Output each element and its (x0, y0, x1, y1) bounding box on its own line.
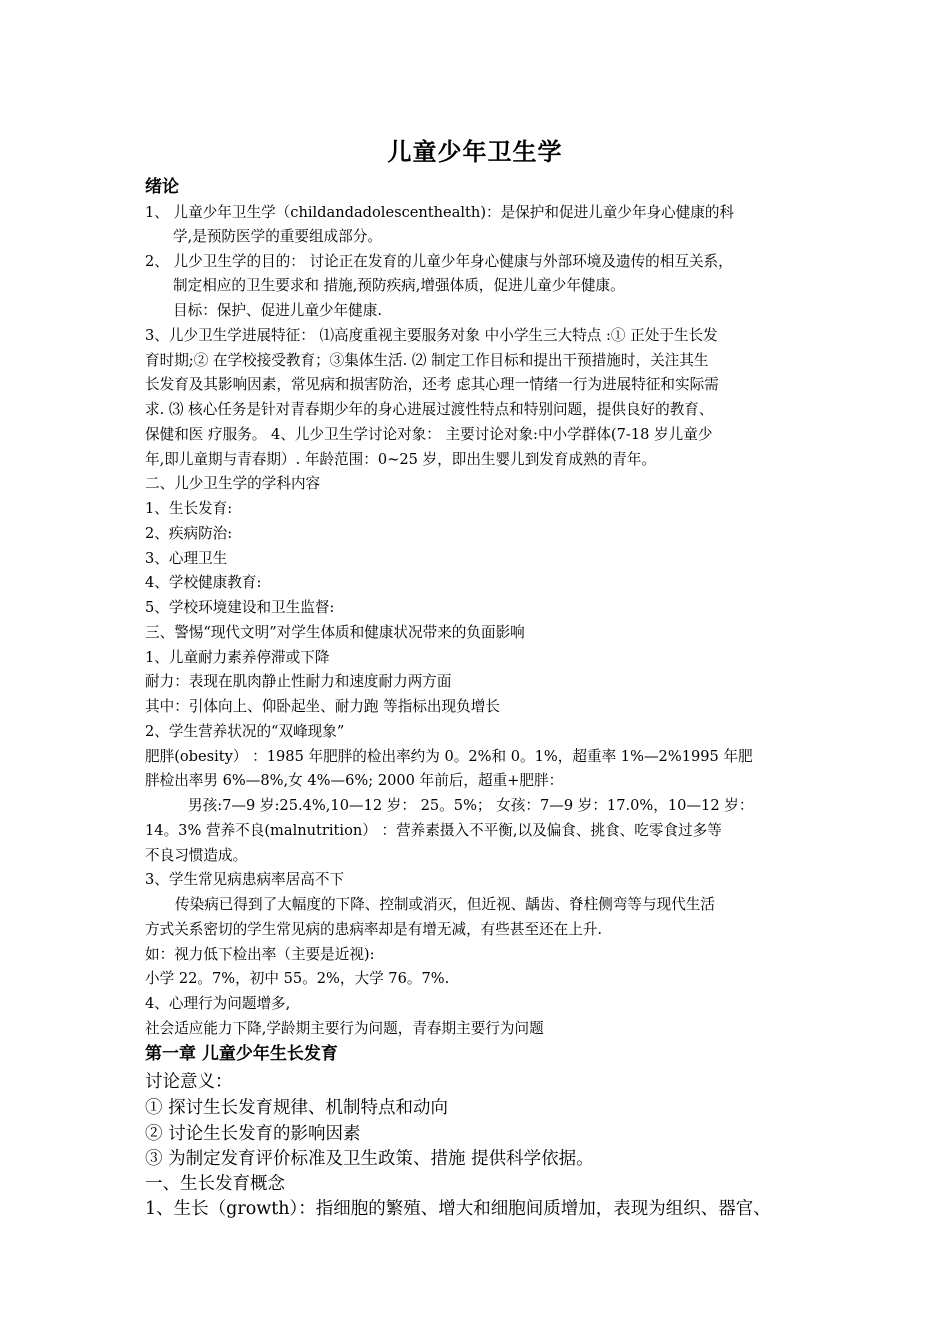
text-line: 育时期;② 在学校接受教育；③集体生活. ⑵ 制定工作目标和提出干预措施时，关注其生 (145, 352, 709, 369)
list-item: ① 探讨生长发育规律、机制特点和动向 (145, 1098, 449, 1118)
text-line: 学,是预防医学的重要组成部分。 (173, 228, 382, 245)
list-item: ② 讨论生长发育的影响因素 (145, 1124, 361, 1144)
text-line: 不良习惯造成。 (145, 847, 248, 864)
text-line: 3、学生常见病患病率居高不下 (145, 871, 345, 888)
text-line: 长发育及其影响因素，常见病和损害防治，还考 虑其心理一情绪一行为进展特征和实际需 (145, 376, 719, 393)
text-line: 目标：保护、促进儿童少年健康. (173, 302, 382, 319)
text-line: 男孩:7—9 岁:25.4%,10—12 岁： 25。5%； 女孩：7—9 岁：17.0%，10—12 岁： (188, 797, 754, 814)
section-heading: 三、警惕“现代文明”对学生体质和健康状况带来的负面影响 (145, 624, 525, 641)
heading-introduction: 绪论 (145, 177, 179, 197)
text-line: 讨论意义： (145, 1072, 233, 1092)
text-line: 保健和医 疗服务。 4、儿少卫生学讨论对象： 主要讨论对象:中小学群体(7-18 岁儿童少 (145, 426, 713, 443)
text-line: 胖检出率男 6%—8%,女 4%—6%; 2000 年前后，超重+肥胖： (145, 772, 564, 789)
list-item: 5、学校环境建设和卫生监督: (145, 599, 335, 616)
text-line: 14。3% 营养不良(malnutrition） ：营养素摄入不平衡,以及偏食、挑食、吃零食过多等 (145, 822, 722, 839)
text-line: 其中：引体向上、仰卧起坐、耐力跑 等指标出现负增长 (145, 698, 500, 715)
text-line: 耐力：表现在肌肉静止性耐力和速度耐力两方面 (145, 673, 452, 690)
text-line: 如：视力低下检出率（主要是近视): (145, 946, 375, 963)
text-line: 1、儿童耐力素养停滞或下降 (145, 649, 330, 666)
list-item: 2、疾病防治: (145, 525, 233, 542)
text-line: 方式关系密切的学生常见病的患病率却是有增无减，有些甚至还在上升. (145, 921, 603, 938)
text-line: 1、 儿童少年卫生学（childandadolescenthealth)：是保护和促进儿童少年身心健康的科 (145, 204, 735, 221)
text-line: 3、儿少卫生学进展特征： ⑴高度重视主要服务对象 中小学生三大特点 :① 正处于生长发 (145, 327, 718, 344)
section-heading: 二、儿少卫生学的学科内容 (145, 475, 321, 492)
text-line: 2、学生营养状况的“双峰现象” (145, 723, 345, 740)
list-item: 1、生长发育: (145, 500, 233, 517)
document-title: 儿童少年卫生学 (387, 138, 563, 166)
list-item: 4、学校健康教育: (145, 574, 262, 591)
text-line: 2、 儿少卫生学的目的： 讨论正在发育的儿童少年身心健康与外部环境及遗传的相互关系， (145, 253, 733, 270)
text-line: 小学 22。7%，初中 55。2%，大学 76。7%. (145, 970, 450, 987)
text-line: 4、心理行为问题增多, (145, 995, 291, 1012)
text-line: 制定相应的卫生要求和 措施,预防疾病,增强体质，促进儿童少年健康。 (173, 277, 625, 294)
text-line: 肥胖(obesity） ：1985 年肥胖的检出率约为 0。2%和 0。1%，超重率 1%—2%1995 年肥 (145, 748, 753, 765)
list-item: 3、心理卫生 (145, 550, 228, 567)
text-line: 1、生长（growth）：指细胞的繁殖、增大和细胞间质增加，表现为组织、器官、 (145, 1199, 771, 1219)
text-line: 年,即儿童期与青春期）. 年龄范围：0~25 岁，即出生婴儿到发育成熟的青年。 (145, 451, 657, 468)
text-line: 求. ⑶ 核心任务是针对青春期少年的身心进展过渡性特点和特别问题，提供良好的教育、 (145, 401, 714, 418)
text-line: 社会适应能力下降,学龄期主要行为问题，青春期主要行为问题 (145, 1020, 544, 1037)
chapter-heading: 第一章 儿童少年生长发育 (145, 1044, 338, 1064)
list-item: ③ 为制定发育评价标准及卫生政策、措施 提供科学依据。 (145, 1149, 594, 1169)
text-line: 传染病已得到了大幅度的下降、控制或消灭，但近视、龋齿、脊柱侧弯等与现代生活 (175, 896, 715, 913)
section-heading: 一、生长发育概念 (145, 1174, 285, 1194)
